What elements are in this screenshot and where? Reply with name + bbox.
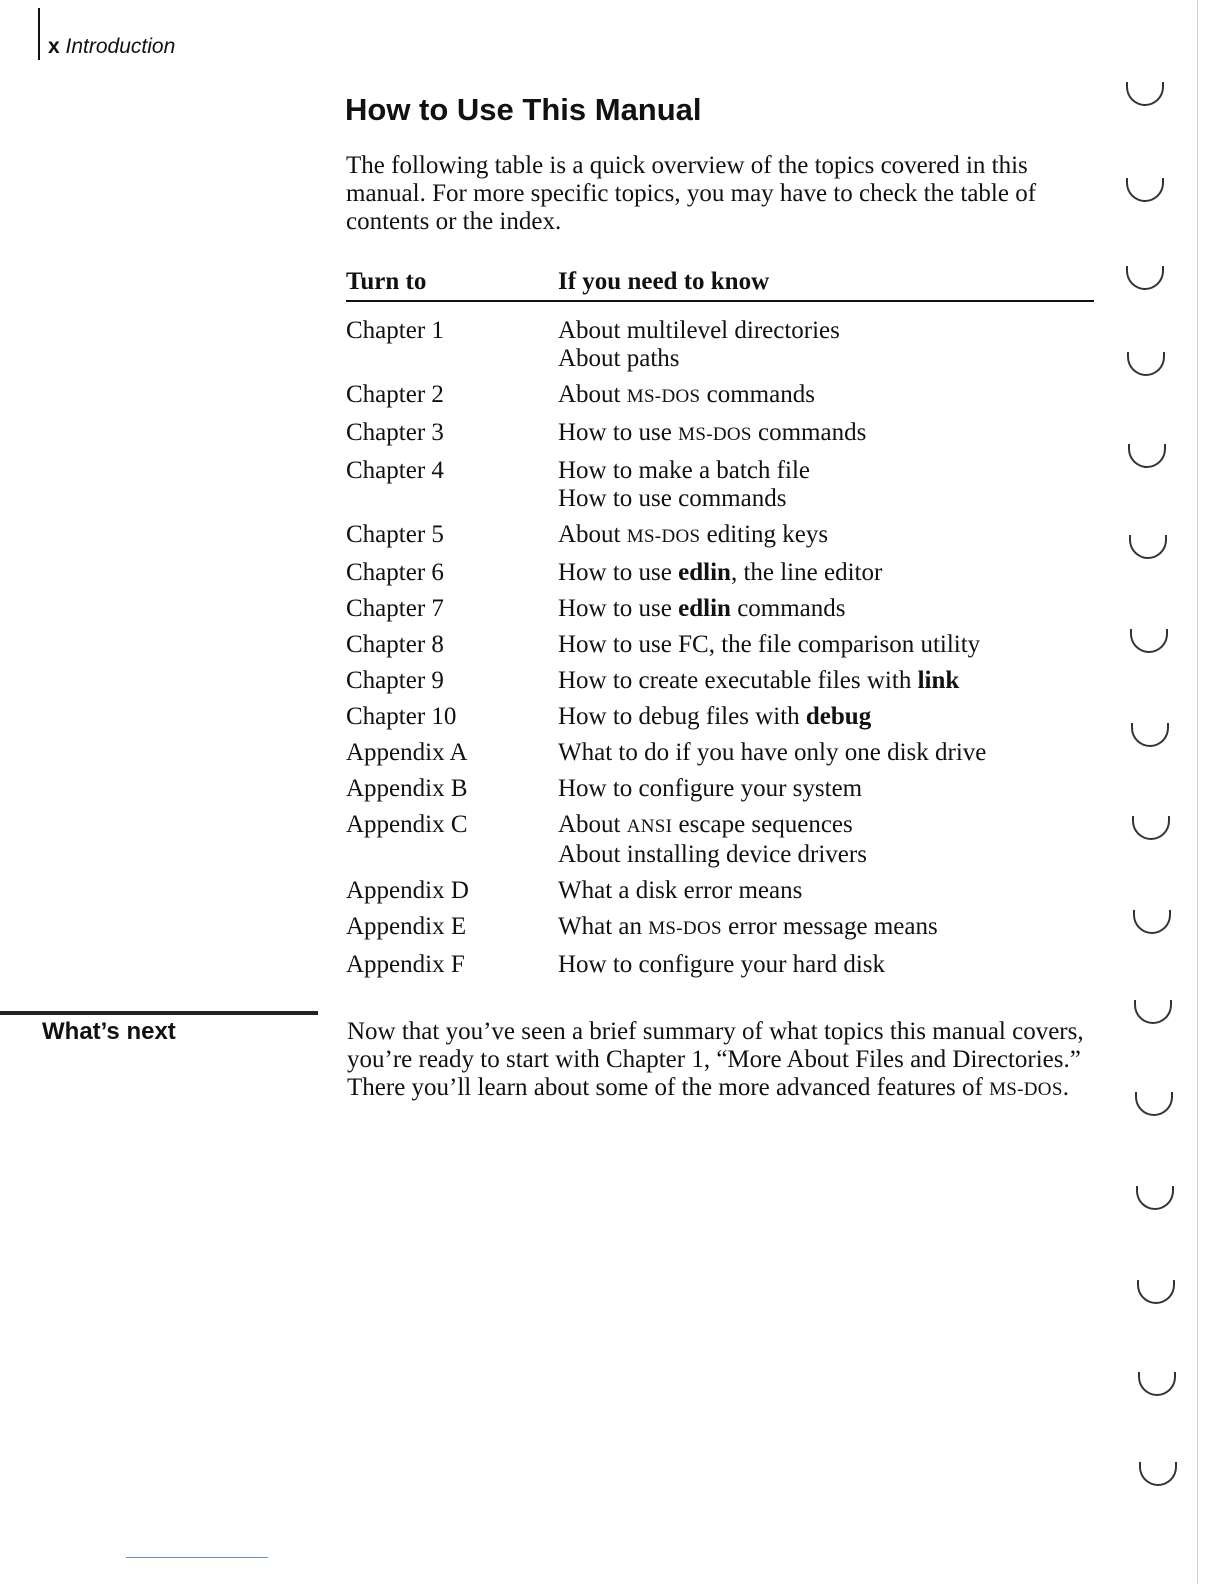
topic-segment: How to use [558,595,679,622]
topic-cell [558,775,1094,803]
topic-segment: editing keys [700,521,829,548]
topic-segment: error message means [721,913,938,940]
table-row [346,419,1094,449]
topic-cell [558,559,1094,587]
turn-to-cell: Chapter 2 [346,381,444,408]
topic-cell [558,317,1094,373]
table-row [346,667,1094,695]
topic-segment: escape sequences [672,811,853,838]
topic-line [558,381,1094,411]
binder-hole-icon [1132,816,1170,840]
turn-to-cell: Chapter 8 [346,631,444,658]
topic-line [558,595,1094,623]
binder-hole-icon [1129,535,1167,559]
table-row [346,739,1094,767]
topic-cell [558,877,1094,905]
topic-segment: About [558,381,627,408]
table-row [346,521,1094,551]
topic-line [558,419,1094,449]
section-name: Introduction [65,35,176,58]
topic-line [558,345,1094,373]
table-row [346,877,1094,905]
turn-to-cell: Appendix B [346,775,468,802]
topic-segment: , the line editor [730,559,883,586]
binder-hole-icon [1128,444,1166,468]
page-edge-line [1197,0,1198,1584]
topic-cell [558,913,1094,943]
table-row [346,951,1094,979]
header-turn-to: Turn to [346,268,427,295]
topic-segment: What an [558,913,649,940]
topic-line [558,739,1094,767]
topic-line [558,317,1094,345]
topic-segment: commands [751,419,867,446]
topic-segment: How to debug files with [558,703,806,730]
topic-segment: About installing device drivers [558,841,867,868]
table-row [346,631,1094,659]
binder-hole-icon [1127,352,1165,376]
topic-segment: debug [805,703,872,730]
topic-segment: About paths [558,345,680,372]
topic-segment: MS-DOS [626,526,701,547]
binder-hole-icon [1126,266,1164,290]
topic-segment: About multilevel directories [558,317,840,344]
topic-segment: How to create executable files with [558,667,918,694]
binder-hole-icon [1135,1092,1173,1116]
turn-to-cell: Chapter 9 [346,667,444,694]
topic-cell [558,381,1094,411]
topic-line [558,703,1094,731]
topic-segment: MS-DOS [678,424,752,445]
topic-line [558,811,1094,841]
topic-cell [558,457,1094,513]
topic-segment: How to use commands [558,485,787,512]
turn-to-cell: Chapter 7 [346,595,444,622]
table-header [346,268,1094,302]
topic-segment: What a disk error means [558,877,803,904]
topics-table [346,268,1094,979]
whats-next-segment: . [1062,1074,1069,1101]
header-vertical-rule [38,8,40,60]
running-header [48,35,175,59]
table-body [346,317,1094,979]
topic-segment: link [917,667,960,694]
topic-line [558,877,1094,905]
topic-segment: How to use [558,559,679,586]
page-title: How to Use This Manual [345,92,702,127]
turn-to-cell: Appendix F [346,951,465,978]
turn-to-cell: Appendix C [346,811,468,838]
binder-hole-icon [1126,82,1164,106]
turn-to-cell: Chapter 4 [346,457,444,484]
turn-to-cell: Chapter 5 [346,521,444,548]
whats-next-segment: MS-DOS [989,1079,1063,1100]
topic-cell [558,951,1094,979]
topic-line [558,457,1094,485]
table-row [346,913,1094,943]
table-row [346,703,1094,731]
topic-segment: MS-DOS [648,918,722,939]
table-row [346,457,1094,513]
topic-line [558,631,1094,659]
topic-segment: How to use FC, the file comparison utility [558,631,981,658]
turn-to-cell: Chapter 10 [346,703,457,730]
topic-segment: How to configure your system [558,775,863,802]
intro-paragraph: The following table is a quick overview of the topics covered in this manual. For more specific topics, you may have to check the table of contents or the index. [346,152,1037,235]
whats-next-heading: What’s next [42,1018,176,1045]
topic-cell [558,521,1094,551]
binder-hole-icon [1130,629,1168,653]
topic-cell [558,595,1094,623]
table-row [346,559,1094,587]
whats-next-paragraph [347,1018,1107,1104]
topic-cell [558,811,1094,869]
topic-segment: edlin [678,559,731,586]
topic-cell [558,703,1094,731]
topic-line [558,559,1094,587]
table-row [346,317,1094,373]
table-row [346,595,1094,623]
turn-to-cell: Appendix D [346,877,469,904]
page-number: x [48,35,60,58]
topic-line [558,951,1094,979]
topic-line [558,775,1094,803]
topic-line [558,841,1094,869]
topic-segment: About [558,521,627,548]
turn-to-cell: Appendix A [346,739,468,766]
binder-hole-icon [1139,1462,1177,1486]
topic-cell [558,631,1094,659]
turn-to-cell: Chapter 1 [346,317,444,344]
binder-hole-icon [1134,1000,1172,1024]
binder-hole-icon [1126,178,1164,202]
binder-hole-icon [1136,1186,1174,1210]
topic-segment: How to configure your hard disk [558,951,886,978]
topic-line [558,521,1094,551]
table-row [346,811,1094,869]
topic-segment: MS-DOS [626,386,701,407]
topic-segment: commands [730,595,846,622]
turn-to-cell: Chapter 3 [346,419,444,446]
topic-segment: commands [700,381,815,408]
topic-cell [558,419,1094,449]
footer-rule [126,1557,268,1558]
topic-line [558,913,1094,943]
topic-line [558,667,1094,695]
whats-next-segment: Now that you’ve seen a brief summary of what topics this manual covers, you’re ready to start with Chapter 1, “More About Files and Directories.” There you’ll learn about some of the more advanced features of [347,1018,1084,1101]
binder-hole-icon [1138,1372,1176,1396]
topic-cell [558,667,1094,695]
binder-hole-icon [1133,910,1171,934]
binder-hole-icon [1137,1280,1175,1304]
turn-to-cell: Chapter 6 [346,559,444,586]
turn-to-cell: Appendix E [346,913,467,940]
header-need-to-know: If you need to know [558,268,770,295]
topic-segment: About [558,811,627,838]
table-row [346,775,1094,803]
topic-segment: How to make a batch file [558,457,810,484]
topic-segment: How to use [558,419,679,446]
binder-hole-icon [1131,723,1169,747]
section-rule [0,1011,318,1015]
topic-segment: What to do if you have only one disk drive [558,739,987,766]
table-row [346,381,1094,411]
topic-line [558,485,1094,513]
topic-segment: edlin [678,595,731,622]
topic-cell [558,739,1094,767]
topic-segment: ANSI [626,816,673,837]
